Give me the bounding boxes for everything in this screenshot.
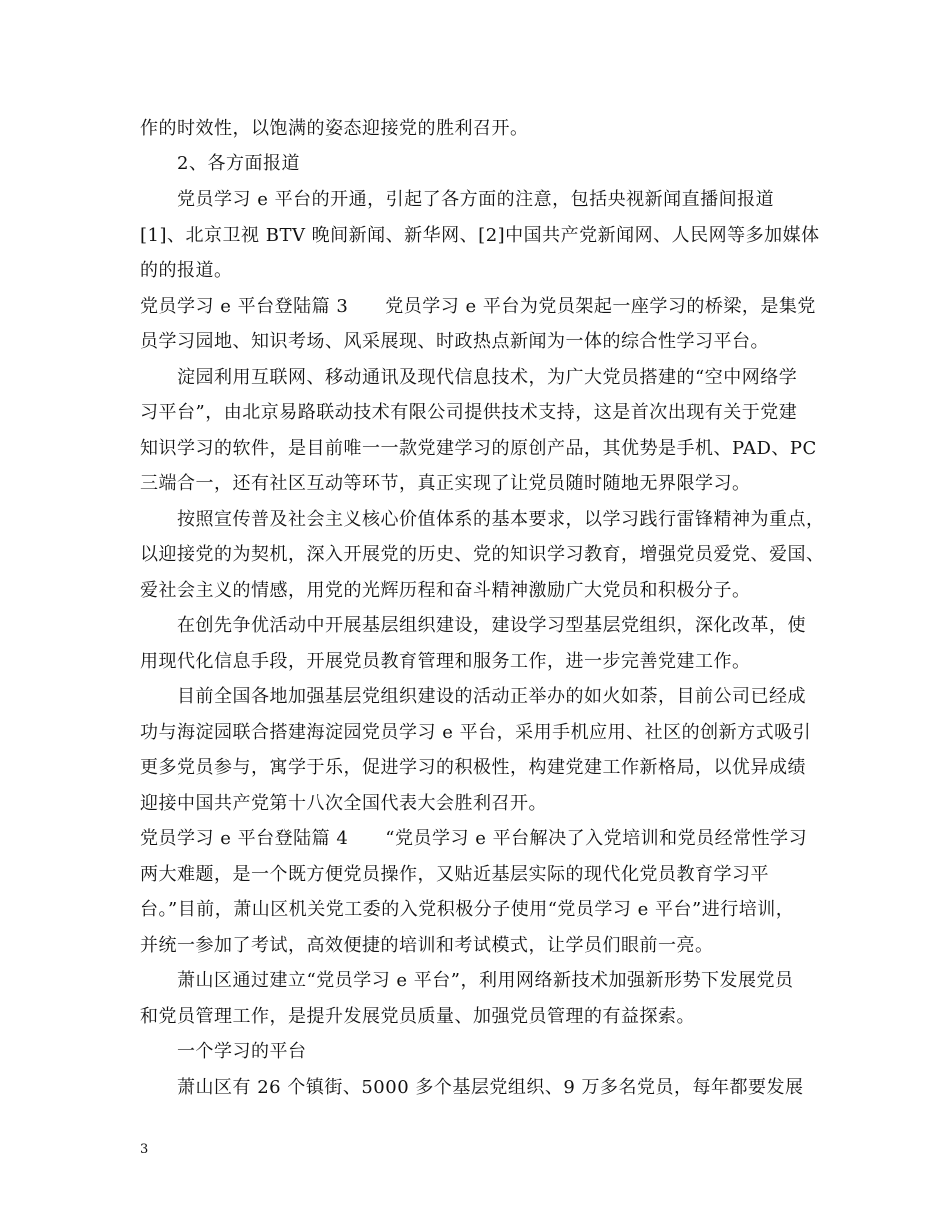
page-number: 3: [140, 1142, 149, 1157]
text-line: 党员学习 e 平台的开通，引起了各方面的注意，包括央视新闻直播间报道: [140, 189, 775, 210]
text-line: 迎接中国共产党第十八次全国代表大会胜利召开。: [140, 793, 547, 814]
text-line: 三端合一，还有社区互动等环节，真正实现了让党员随时随地无界限学习。: [140, 473, 751, 494]
text-line: 用现代化信息手段，开展党员教育管理和服务工作，进一步完善党建工作。: [140, 651, 751, 672]
section-heading: 2、各方面报道: [140, 153, 300, 174]
text-line: 更多党员参与，寓学于乐，促进学习的积极性，构建党建工作新格局，以优异成绩: [140, 757, 806, 778]
text-line: 作的时效性，以饱满的姿态迎接党的胜利召开。: [140, 118, 529, 139]
text-line: 党员学习 e 平台登陆篇 4 “党员学习 e 平台解决了入党培训和党员经常性学习: [140, 828, 808, 849]
text-line: 按照宣传普及社会主义核心价值体系的基本要求，以学习践行雷锋精神为重点，: [140, 509, 825, 530]
text-line: [1]、北京卫视 BTV 晚间新闻、新华网、[2]中国共产党新闻网、人民网等多加媒体: [140, 225, 820, 246]
text-line: 习平台”，由北京易路联动技术有限公司提供技术支持，这是首次出现有关于党建: [140, 402, 798, 423]
text-line: 台。”目前，萧山区机关党工委的入党积极分子使用“党员学习 e 平台”进行培训，: [140, 899, 795, 920]
text-line: 以迎接党的为契机，深入开展党的历史、党的知识学习教育，增强党员爱党、爱国、: [140, 544, 825, 565]
text-line: 党员学习 e 平台登陆篇 3 党员学习 e 平台为党员架起一座学习的桥梁，是集党: [140, 296, 816, 317]
text-line: 在创先争优活动中开展基层组织建设，建设学习型基层党组织，深化改革，使: [140, 615, 806, 636]
text-line: 爱社会主义的情感，用党的光辉历程和奋斗精神激励广大党员和积极分子。: [140, 580, 751, 601]
text-line: 和党员管理工作，是提升发展党员质量、加强党员管理的有益探索。: [140, 1006, 695, 1027]
text-line: 并统一参加了考试，高效便捷的培训和考试模式，让学员们眼前一亮。: [140, 935, 714, 956]
text-line: 功与海淀园联合搭建海淀园党员学习 e 平台，采用手机应用、社区的创新方式吸引: [140, 722, 812, 743]
text-line: 知识学习的软件，是目前唯一一款党建学习的原创产品，其优势是手机、PAD、PC: [140, 438, 817, 459]
text-line: 淀园利用互联网、移动通讯及现代信息技术，为广大党员搭建的“空中网络学: [140, 367, 798, 388]
text-line: 萧山区有 26 个镇街、5000 多个基层党组织、9 万多名党员，每年都要发展: [140, 1077, 804, 1098]
text-line: 目前全国各地加强基层党组织建设的活动正举办的如火如荼，目前公司已经成: [140, 686, 806, 707]
section-heading: 一个学习的平台: [140, 1041, 307, 1062]
text-line: 员学习园地、知识考场、风采展现、时政热点新闻为一体的综合性学习平台。: [140, 331, 769, 352]
text-line: 两大难题，是一个既方便党员操作，又贴近基层实际的现代化党员教育学习平: [140, 864, 769, 885]
text-line: 萧山区通过建立“党员学习 e 平台”，利用网络新技术加强新形势下发展党员: [140, 970, 794, 991]
text-line: 的的报道。: [140, 260, 233, 281]
